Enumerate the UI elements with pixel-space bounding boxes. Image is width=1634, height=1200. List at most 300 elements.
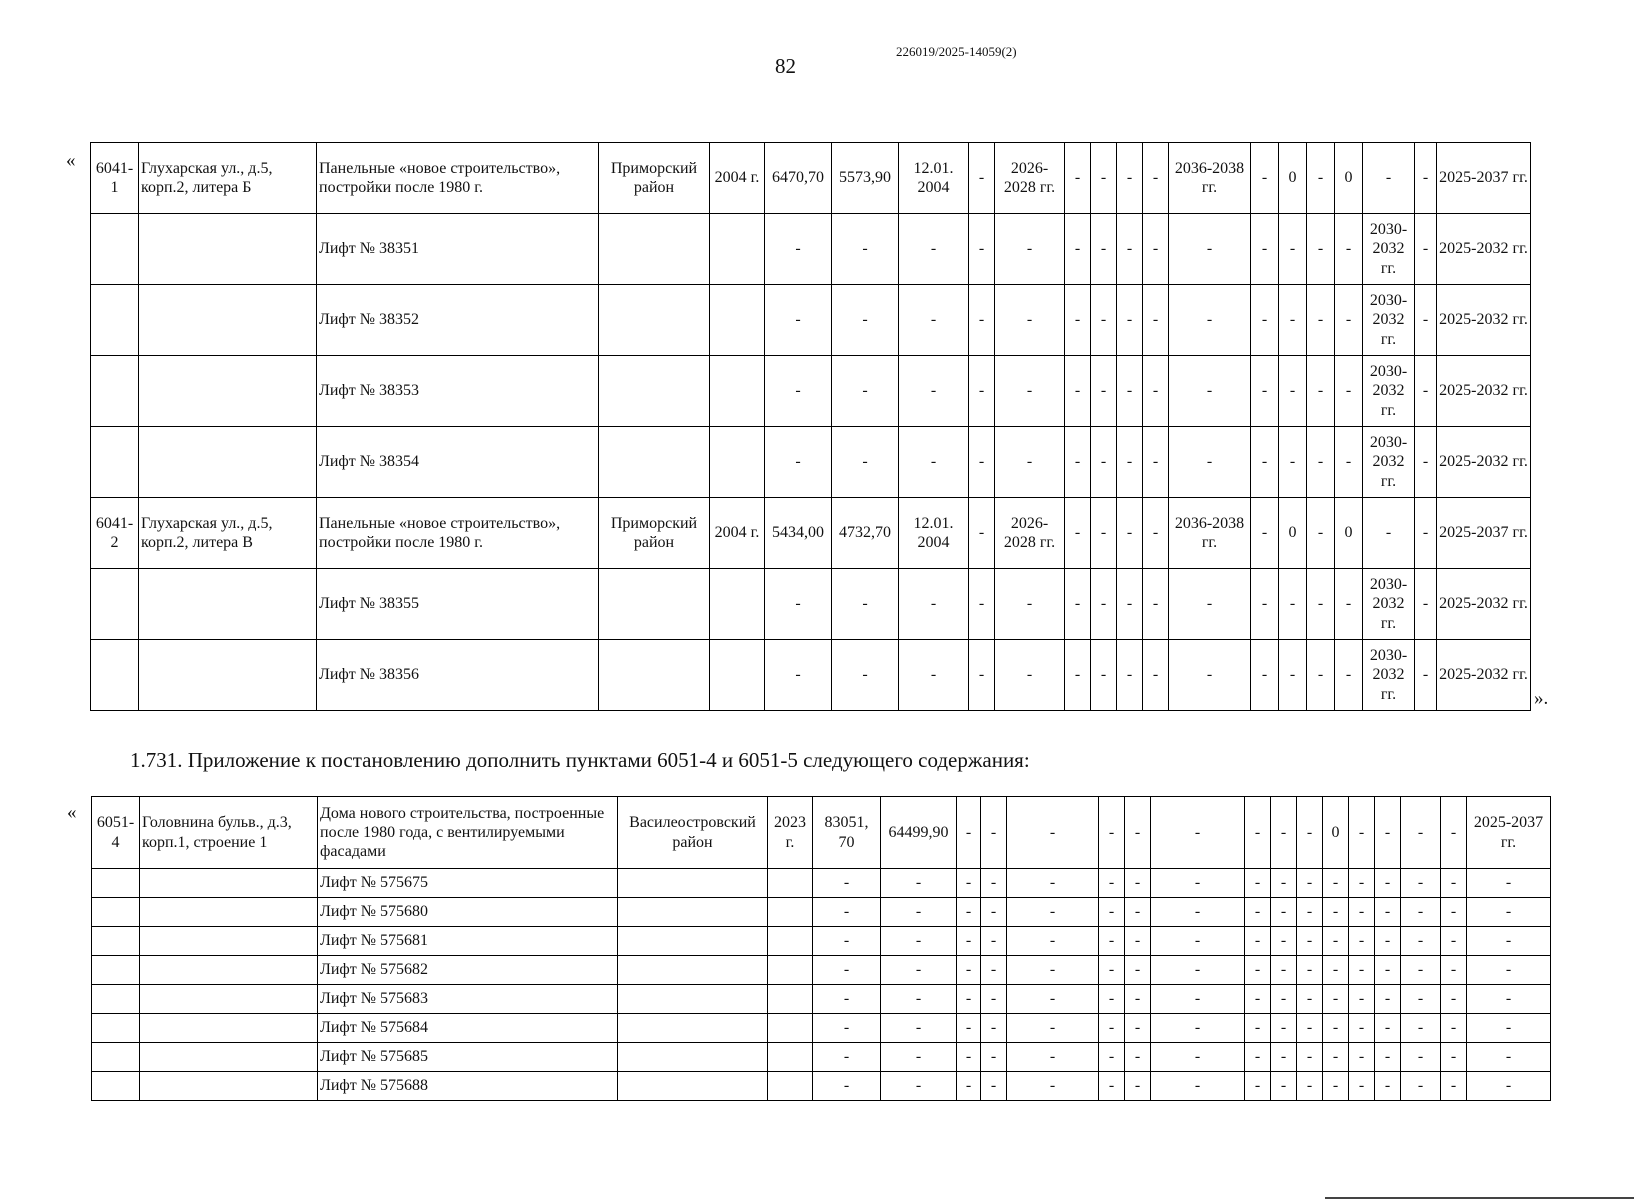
table-cell	[91, 285, 139, 356]
table-cell	[91, 214, 139, 285]
table-cell: -	[1251, 498, 1279, 569]
table-cell: 2025-2037 гг.	[1437, 143, 1531, 214]
table-cell: -	[881, 869, 957, 898]
table-cell: -	[1349, 797, 1375, 869]
table-cell: -	[1323, 1014, 1349, 1043]
table-cell	[618, 927, 768, 956]
table-cell: -	[1251, 143, 1279, 214]
table-cell: -	[1349, 898, 1375, 927]
table-cell	[139, 285, 317, 356]
table-cell	[140, 869, 318, 898]
table-cell: -	[1415, 498, 1437, 569]
table-cell: -	[813, 927, 881, 956]
table-cell: -	[1125, 797, 1151, 869]
table-cell: 2025-2032 гг.	[1437, 640, 1531, 711]
table-cell: -	[1307, 214, 1335, 285]
table-cell: 5573,90	[832, 143, 899, 214]
table-cell	[92, 1043, 140, 1072]
table-cell: -	[1169, 285, 1251, 356]
table-cell	[768, 1043, 813, 1072]
table-cell: -	[1335, 427, 1363, 498]
table-cell: 0	[1323, 797, 1349, 869]
lift-row	[92, 1043, 1551, 1072]
table-cell: -	[995, 214, 1065, 285]
table-cell: -	[1441, 797, 1467, 869]
table-cell: -	[969, 143, 995, 214]
table-cell: -	[1297, 1072, 1323, 1101]
table-cell: -	[881, 898, 957, 927]
table-cell: -	[899, 569, 969, 640]
table-cell: -	[1125, 898, 1151, 927]
table-cell	[710, 214, 765, 285]
table-cell: -	[1271, 898, 1297, 927]
table-cell: -	[1143, 143, 1169, 214]
table-cell	[140, 956, 318, 985]
lift-row	[91, 356, 1531, 427]
table-cell: Лифт № 575680	[318, 898, 618, 927]
table-cell: -	[1467, 1014, 1551, 1043]
table-cell: -	[1125, 1043, 1151, 1072]
table-cell: 64499,90	[881, 797, 957, 869]
table-cell: -	[899, 640, 969, 711]
table-cell: -	[1065, 498, 1091, 569]
table-cell: Панельные «новое строительство», постройки после 1980 г.	[317, 498, 599, 569]
table-cell: -	[1251, 640, 1279, 711]
table-cell: -	[1007, 797, 1099, 869]
table-cell: -	[981, 927, 1007, 956]
table-cell: -	[1091, 285, 1117, 356]
table-cell: -	[1323, 869, 1349, 898]
table-cell	[768, 1014, 813, 1043]
table-cell: -	[981, 869, 1007, 898]
table-cell: -	[881, 956, 957, 985]
table-cell	[710, 356, 765, 427]
table-cell: 2030-2032 гг.	[1363, 285, 1415, 356]
table-cell: -	[832, 640, 899, 711]
table-cell: -	[995, 356, 1065, 427]
table-cell: -	[1245, 956, 1271, 985]
table-cell	[599, 356, 710, 427]
table-cell	[618, 956, 768, 985]
table-cell: -	[1279, 640, 1307, 711]
table-cell: 2004 г.	[710, 498, 765, 569]
table-cell	[599, 214, 710, 285]
table-cell: -	[1401, 956, 1441, 985]
table-cell	[618, 869, 768, 898]
table-cell: -	[1467, 927, 1551, 956]
table-cell: -	[832, 569, 899, 640]
table-cell	[599, 427, 710, 498]
table-cell: -	[1297, 898, 1323, 927]
table-cell: -	[1467, 1072, 1551, 1101]
table-cell	[618, 985, 768, 1014]
table-cell: -	[1251, 569, 1279, 640]
table-cell: Лифт № 38354	[317, 427, 599, 498]
table-cell: -	[1143, 214, 1169, 285]
table-cell: Лифт № 38355	[317, 569, 599, 640]
table-cell: -	[1007, 869, 1099, 898]
table-cell: -	[1251, 356, 1279, 427]
table-cell: -	[1143, 569, 1169, 640]
table-cell	[139, 356, 317, 427]
lift-row	[92, 956, 1551, 985]
table-cell: -	[981, 1072, 1007, 1101]
table-cell: -	[981, 1043, 1007, 1072]
table-cell: -	[1065, 569, 1091, 640]
table-cell: -	[1401, 1014, 1441, 1043]
table-cell: -	[1401, 797, 1441, 869]
table-cell: 2025-2037 гг.	[1467, 797, 1551, 869]
table-cell: 12.01. 2004	[899, 143, 969, 214]
table-cell: -	[1065, 214, 1091, 285]
table-cell: -	[969, 285, 995, 356]
table-cell: -	[1441, 956, 1467, 985]
table-cell: -	[765, 569, 832, 640]
table-cell	[91, 640, 139, 711]
table-cell: -	[1297, 956, 1323, 985]
table-cell: 12.01. 2004	[899, 498, 969, 569]
table-cell: 0	[1279, 498, 1307, 569]
table-cell	[768, 985, 813, 1014]
table-cell: -	[1271, 869, 1297, 898]
table-cell: -	[1125, 956, 1151, 985]
house-row	[91, 143, 1531, 214]
table-cell: Головнина бульв., д.3, корп.1, строение 1	[140, 797, 318, 869]
table-cell	[618, 1014, 768, 1043]
table-cell: -	[957, 898, 981, 927]
table-cell: -	[1363, 498, 1415, 569]
table-cell: -	[832, 214, 899, 285]
table-cell: -	[1065, 427, 1091, 498]
table-cell: -	[1099, 1072, 1125, 1101]
table-cell: -	[1151, 985, 1245, 1014]
table-cell	[599, 285, 710, 356]
table-cell: -	[1245, 1014, 1271, 1043]
table-cell: -	[1375, 797, 1401, 869]
table-cell: -	[1401, 898, 1441, 927]
table-cell: -	[1363, 143, 1415, 214]
table-cell: -	[881, 1014, 957, 1043]
table-cell: -	[1307, 143, 1335, 214]
table-cell: -	[1375, 1043, 1401, 1072]
table-cell: Лифт № 38351	[317, 214, 599, 285]
table-cell: -	[813, 985, 881, 1014]
lift-row	[91, 427, 1531, 498]
table-cell: -	[1441, 927, 1467, 956]
table-cell: -	[1117, 640, 1143, 711]
table-cell: -	[1007, 898, 1099, 927]
table-cell: -	[1245, 1043, 1271, 1072]
table-cell	[139, 640, 317, 711]
table-cell: -	[1279, 427, 1307, 498]
table-cell: -	[1279, 285, 1307, 356]
table-cell: -	[1245, 927, 1271, 956]
table-cell: 2023 г.	[768, 797, 813, 869]
table-cell	[768, 956, 813, 985]
table-cell: -	[1169, 214, 1251, 285]
table-cell: -	[1125, 1014, 1151, 1043]
lift-row	[91, 285, 1531, 356]
table-cell: -	[1375, 956, 1401, 985]
table-cell: -	[881, 985, 957, 1014]
page-number: 82	[775, 54, 796, 78]
table-cell: -	[1125, 869, 1151, 898]
table-cell	[710, 285, 765, 356]
table-cell: -	[1091, 498, 1117, 569]
table-cell: -	[1307, 285, 1335, 356]
table-cell: -	[1323, 985, 1349, 1014]
table-cell: -	[1307, 427, 1335, 498]
opening-quote-table-1: «	[66, 150, 76, 171]
table-cell: -	[957, 985, 981, 1014]
table-cell: -	[969, 214, 995, 285]
table-cell: -	[1415, 427, 1437, 498]
table-cell: -	[1307, 498, 1335, 569]
table-cell: Приморский район	[599, 143, 710, 214]
lift-row	[92, 869, 1551, 898]
table-cell: -	[1279, 569, 1307, 640]
table-cell: Лифт № 575675	[318, 869, 618, 898]
table-cell	[618, 1072, 768, 1101]
table-cell: -	[1279, 356, 1307, 427]
table-cell	[618, 898, 768, 927]
table-cell: -	[1245, 869, 1271, 898]
table-cell: -	[1335, 214, 1363, 285]
table-cell: -	[969, 640, 995, 711]
table-cell: -	[1323, 898, 1349, 927]
table-cell: -	[1065, 356, 1091, 427]
table-cell: -	[1323, 1043, 1349, 1072]
table-cell	[92, 869, 140, 898]
table-cell: -	[957, 956, 981, 985]
lift-row	[92, 985, 1551, 1014]
table-cell: -	[1099, 985, 1125, 1014]
table-cell: -	[1251, 285, 1279, 356]
table-cell: -	[813, 1072, 881, 1101]
table-cell: -	[1415, 356, 1437, 427]
table-cell: -	[765, 285, 832, 356]
lift-row	[91, 640, 1531, 711]
table-cell: -	[1375, 1014, 1401, 1043]
table-cell	[92, 1072, 140, 1101]
table-cell	[618, 1043, 768, 1072]
table-cell: -	[1007, 927, 1099, 956]
table-cell: -	[813, 1014, 881, 1043]
footer-rule	[1325, 1197, 1634, 1199]
table-cell	[768, 898, 813, 927]
table-cell: -	[1169, 640, 1251, 711]
table-cell: -	[1271, 1014, 1297, 1043]
table-cell: -	[881, 927, 957, 956]
table-cell	[599, 569, 710, 640]
table-cell	[140, 1014, 318, 1043]
table-cell: 2030-2032 гг.	[1363, 356, 1415, 427]
house-row	[92, 797, 1551, 869]
table-cell: -	[1007, 1043, 1099, 1072]
table-cell: 0	[1335, 498, 1363, 569]
table-cell: -	[1151, 1043, 1245, 1072]
table-cell: -	[1143, 498, 1169, 569]
table-cell: 6041-2	[91, 498, 139, 569]
table-cell: -	[957, 1043, 981, 1072]
table-cell: -	[1271, 797, 1297, 869]
table-cell: -	[1335, 640, 1363, 711]
table-cell: -	[957, 869, 981, 898]
table-cell: -	[1441, 985, 1467, 1014]
table-cell: Василеостровский район	[618, 797, 768, 869]
table-cell	[92, 956, 140, 985]
closing-quote-table-1: ».	[1534, 688, 1549, 709]
table-cell: -	[1307, 640, 1335, 711]
table-cell: -	[1441, 1072, 1467, 1101]
table-cell	[140, 1072, 318, 1101]
table-cell: -	[1245, 898, 1271, 927]
table-cell: 2030-2032 гг.	[1363, 427, 1415, 498]
table-cell: -	[1251, 427, 1279, 498]
lift-row	[92, 898, 1551, 927]
table-cell: -	[1091, 356, 1117, 427]
table-cell	[92, 1014, 140, 1043]
table-cell: -	[1169, 427, 1251, 498]
table-cell: -	[995, 640, 1065, 711]
table-cell: Лифт № 575682	[318, 956, 618, 985]
table-cell: -	[1245, 1072, 1271, 1101]
table-cell: 2036-2038 гг.	[1169, 143, 1251, 214]
table-cell: -	[1091, 214, 1117, 285]
table-cell	[140, 985, 318, 1014]
table-cell: -	[1415, 569, 1437, 640]
table-cell: -	[957, 927, 981, 956]
table-cell	[92, 985, 140, 1014]
table-cell	[92, 898, 140, 927]
table-cell: -	[1375, 927, 1401, 956]
table-cell: -	[1117, 285, 1143, 356]
table-cell: 6041-1	[91, 143, 139, 214]
table-cell: -	[1151, 1014, 1245, 1043]
table-cell	[710, 569, 765, 640]
lift-row	[92, 1014, 1551, 1043]
table-cell	[768, 927, 813, 956]
addresses-table-1	[90, 142, 1531, 711]
table-cell: -	[765, 640, 832, 711]
table-cell: -	[1065, 285, 1091, 356]
table-cell: -	[1091, 143, 1117, 214]
table-cell: 2026-2028 гг.	[995, 143, 1065, 214]
table-cell: -	[1415, 640, 1437, 711]
table-cell: -	[1271, 1072, 1297, 1101]
table-cell: 5434,00	[765, 498, 832, 569]
table-cell: -	[1441, 1014, 1467, 1043]
table-cell	[599, 640, 710, 711]
table-cell: -	[765, 356, 832, 427]
table-cell: -	[1349, 985, 1375, 1014]
table-cell: -	[1117, 214, 1143, 285]
table-cell: -	[1099, 898, 1125, 927]
table-cell: -	[1415, 285, 1437, 356]
table-cell: Приморский район	[599, 498, 710, 569]
table-cell: Лифт № 575684	[318, 1014, 618, 1043]
table-cell: -	[1467, 869, 1551, 898]
table-cell	[92, 927, 140, 956]
table-cell: Глухарская ул., д.5, корп.2, литера Б	[139, 143, 317, 214]
table-cell: -	[1297, 1043, 1323, 1072]
table-cell: -	[832, 427, 899, 498]
table-cell: 6051-4	[92, 797, 140, 869]
table-cell: -	[1151, 898, 1245, 927]
table-cell: -	[765, 214, 832, 285]
table-cell: -	[1467, 956, 1551, 985]
table-cell: 2025-2032 гг.	[1437, 427, 1531, 498]
table-cell: -	[1245, 985, 1271, 1014]
table-cell: -	[1335, 285, 1363, 356]
table-cell: -	[881, 1072, 957, 1101]
table-cell	[139, 214, 317, 285]
table-cell	[710, 640, 765, 711]
table-cell: -	[1441, 869, 1467, 898]
opening-quote-table-2: «	[67, 802, 77, 823]
table-cell: 6470,70	[765, 143, 832, 214]
table-cell: -	[1401, 1072, 1441, 1101]
table-cell: -	[969, 356, 995, 427]
table-cell: -	[1151, 927, 1245, 956]
table-cell: -	[1245, 797, 1271, 869]
table-cell: -	[1467, 1043, 1551, 1072]
table-cell: -	[1099, 1014, 1125, 1043]
table-cell: -	[1007, 1072, 1099, 1101]
table-cell: -	[813, 1043, 881, 1072]
table-cell	[140, 927, 318, 956]
table-cell: -	[1151, 956, 1245, 985]
table-cell: -	[1099, 797, 1125, 869]
table-cell: -	[765, 427, 832, 498]
table-cell	[139, 427, 317, 498]
table-cell: -	[1401, 1043, 1441, 1072]
table-cell: -	[1297, 869, 1323, 898]
table-cell: -	[1307, 569, 1335, 640]
table-cell: 2025-2032 гг.	[1437, 569, 1531, 640]
document-id: 226019/2025-14059(2)	[896, 44, 1017, 59]
table-cell: -	[1467, 985, 1551, 1014]
table-cell: -	[1335, 356, 1363, 427]
table-cell: -	[1401, 985, 1441, 1014]
table-cell: -	[1271, 985, 1297, 1014]
table-cell: -	[1323, 1072, 1349, 1101]
table-cell: -	[1125, 927, 1151, 956]
table-cell: -	[981, 898, 1007, 927]
table-cell: -	[1143, 285, 1169, 356]
lift-row	[91, 569, 1531, 640]
table-cell: -	[1415, 143, 1437, 214]
table-cell: -	[1117, 356, 1143, 427]
table-cell: -	[1297, 927, 1323, 956]
table-cell: Глухарская ул., д.5, корп.2, литера В	[139, 498, 317, 569]
table-cell: -	[1169, 356, 1251, 427]
lift-row	[92, 1072, 1551, 1101]
table-cell: -	[1375, 985, 1401, 1014]
table-cell: 2030-2032 гг.	[1363, 569, 1415, 640]
table-cell: -	[1279, 214, 1307, 285]
table-cell: -	[995, 427, 1065, 498]
table-cell: -	[1007, 985, 1099, 1014]
table-cell: -	[1349, 927, 1375, 956]
table-cell: -	[1151, 1072, 1245, 1101]
table-cell: -	[1441, 898, 1467, 927]
table-cell: -	[1297, 1014, 1323, 1043]
table-cell: -	[1091, 427, 1117, 498]
table-cell	[768, 1072, 813, 1101]
table-cell: -	[1007, 956, 1099, 985]
table-cell	[91, 356, 139, 427]
